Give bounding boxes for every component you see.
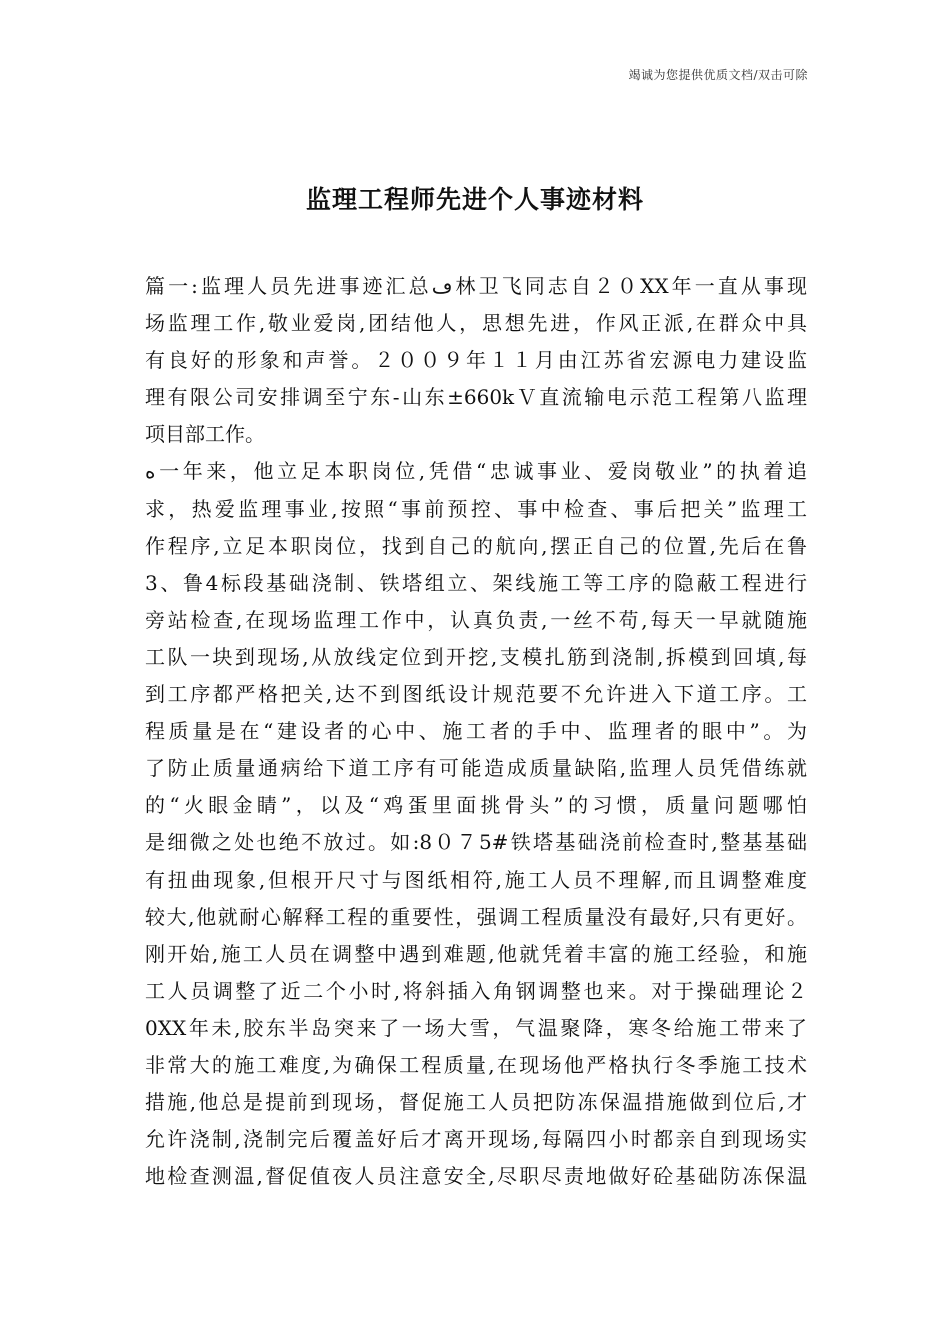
document-body	[145, 268, 807, 1195]
paragraph-line: 3、鲁4标段基础浇制、铁塔组立、架线施工等工序的隐蔽工程进行	[145, 570, 807, 595]
paragraph-line: 求，热爱监理事业,按照“事前预控、事中检查、事后把关”监理工	[145, 496, 807, 521]
paragraph-line: 是细微之处也绝不放过。如:8０７5#铁塔基础浇前检查时,整基基础	[145, 830, 807, 855]
document-title: 监理工程师先进个人事迹材料	[305, 185, 644, 214]
paragraph-line: 非常大的施工难度,为确保工程质量,在现场他严格执行冬季施工技术	[145, 1052, 807, 1077]
paragraph-line: 较大,他就耐心解释工程的重要性，强调工程质量没有最好,只有更好。	[145, 904, 807, 929]
paragraph-line: 篇一:监理人员先进事迹汇总ڡ林卫飞同志自２０XX年一直从事现	[145, 274, 807, 298]
paragraph-line: 场监理工作,敬业爱岗,团结他人，思想先进，作风正派,在群众中具	[145, 311, 807, 336]
paragraph-line: 工人员调整了近二个小时,将斜插入角钢调整也来。对于操础理论２	[145, 978, 807, 1003]
header-note: 竭诚为您提供优质文档/双击可除	[628, 68, 808, 82]
paragraph-line: 工队一块到现场,从放线定位到开挖,支模扎筋到浇制,拆模到回填,每	[145, 644, 807, 669]
paragraph-line: 的“火眼金睛”，以及“鸡蛋里面挑骨头”的习惯，质量问题哪怕	[145, 793, 807, 818]
paragraph-line: 理有限公司安排调至宁东-山东±660kＶ直流输电示范工程第八监理	[145, 385, 807, 410]
paragraph-line: 地检查测温,督促值夜人员注意安全,尽职尽责地做好砼基础防冻保温	[145, 1164, 807, 1189]
paragraph-line: 允许浇制,浇制完后覆盖好后才离开现场,每隔四小时都亲自到现场实	[145, 1127, 807, 1152]
paragraph-line: 程质量是在“建设者的心中、施工者的手中、监理者的眼中”。为	[145, 719, 807, 744]
paragraph-line: 旁站检查,在现场监理工作中，认真负责,一丝不苟,每天一早就随施	[145, 607, 807, 632]
paragraph-line: 项目部工作。	[145, 422, 265, 447]
paragraph-line: 刚开始,施工人员在调整中遇到难题,他就凭着丰富的施工经验，和施	[145, 941, 807, 966]
paragraph-line: 措施,他总是提前到现场，督促施工人员把防冻保温措施做到位后,才	[145, 1090, 807, 1115]
paragraph-line: 有良好的形象和声誉。２００９年１１月由江苏省宏源电力建设监	[145, 348, 807, 373]
paragraph-line: 有扭曲现象,但根开尺寸与图纸相符,施工人员不理解,而且调整难度	[145, 867, 807, 892]
paragraph-line: 0XX年未,胶东半岛突来了一场大雪，气温聚降，寒冬给施工带来了	[145, 1015, 807, 1040]
paragraph-line: 到工序都严格把关,达不到图纸设计规范要不允许进入下道工序。工	[145, 682, 807, 707]
paragraph-line: 了防止质量通病给下道工序有可能造成质量缺陷,监理人员凭借练就	[145, 756, 807, 781]
paragraph-line: 作程序,立足本职岗位，找到自己的航向,摆正自己的位置,先后在鲁	[145, 533, 807, 558]
paragraph-line: ﻩ一年来，他立足本职岗位,凭借“忠诚事业、爱岗敬业”的执着追	[145, 459, 807, 484]
